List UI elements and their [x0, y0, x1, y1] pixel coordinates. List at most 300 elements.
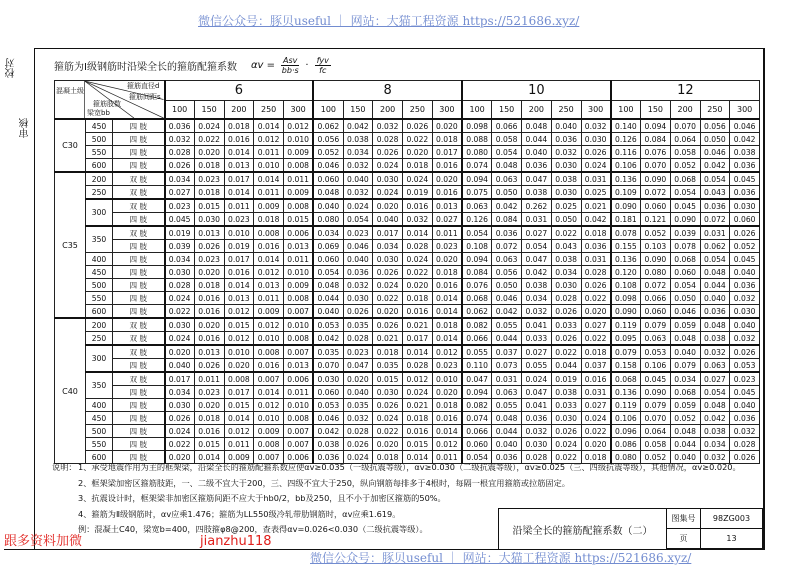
- ratio-cell: 0.062: [700, 240, 730, 253]
- ratio-cell: 0.014: [224, 412, 254, 425]
- ratio-cell: 0.027: [522, 345, 552, 359]
- ratio-cell: 0.013: [284, 359, 314, 373]
- ratio-cell: 0.044: [313, 292, 343, 305]
- ratio-cell: 0.023: [343, 345, 373, 359]
- ratio-cell: 0.013: [194, 345, 224, 359]
- ratio-cell: 0.045: [641, 372, 671, 386]
- ratio-cell: 0.055: [492, 318, 522, 332]
- ratio-cell: 0.022: [581, 292, 611, 305]
- ratio-cell: 0.038: [551, 386, 581, 399]
- ratio-cell: 0.022: [551, 345, 581, 359]
- ratio-cell: 0.040: [313, 199, 343, 213]
- ratio-cell: 0.032: [343, 412, 373, 425]
- ratio-cell: 0.026: [373, 266, 403, 279]
- ratio-cell: 0.020: [194, 266, 224, 279]
- ratio-cell: 0.027: [522, 226, 552, 240]
- ratio-cell: 0.068: [670, 172, 700, 186]
- ratio-cell: 0.088: [462, 133, 492, 146]
- ratio-cell: 0.030: [373, 172, 403, 186]
- ratio-cell: 0.008: [254, 226, 284, 240]
- ratio-cell: 0.090: [611, 199, 641, 213]
- ratio-cell: 0.026: [581, 146, 611, 159]
- ratio-cell: 0.010: [284, 133, 314, 146]
- ratio-cell: 0.018: [432, 133, 462, 146]
- ratio-cell: 0.052: [670, 159, 700, 173]
- ratio-cell: 0.038: [700, 332, 730, 346]
- ratio-cell: 0.027: [581, 318, 611, 332]
- ratio-cell: 0.023: [432, 359, 462, 373]
- title-text: 箍筋为Ⅰ级钢筋时沿梁全长的箍筋配箍系数: [54, 62, 237, 73]
- ratio-cell: 0.090: [641, 172, 671, 186]
- ratio-cell: 0.046: [313, 412, 343, 425]
- ratio-cell: 0.026: [403, 119, 433, 133]
- ratio-cell: 0.040: [492, 438, 522, 451]
- ratio-cell: 0.064: [670, 133, 700, 146]
- ratio-cell: 0.046: [670, 305, 700, 319]
- ratio-cell: 0.031: [492, 372, 522, 386]
- title-block: [498, 508, 763, 549]
- spacing-header: 250: [700, 101, 730, 120]
- ratio-cell: 0.080: [313, 213, 343, 227]
- ratio-cell: 0.030: [373, 386, 403, 399]
- ratio-cell: 0.047: [522, 172, 552, 186]
- table-row: [55, 399, 760, 412]
- ratio-cell: 0.040: [670, 345, 700, 359]
- ratio-cell: 0.042: [492, 199, 522, 213]
- ratio-cell: 0.038: [313, 438, 343, 451]
- ratio-cell: 0.023: [194, 253, 224, 266]
- beam-width: 400: [86, 399, 113, 412]
- ratio-cell: 0.028: [165, 146, 195, 159]
- ratio-cell: 0.028: [343, 332, 373, 346]
- stirrup-legs: 双 肢: [113, 345, 165, 359]
- ratio-cell: 0.011: [432, 451, 462, 464]
- ratio-cell: 0.022: [194, 133, 224, 146]
- ratio-cell: 0.011: [432, 226, 462, 240]
- ratio-cell: 0.016: [194, 292, 224, 305]
- ratio-cell: 0.158: [611, 359, 641, 373]
- ratio-cell: 0.136: [611, 386, 641, 399]
- ratio-cell: 0.084: [641, 133, 671, 146]
- ratio-cell: 0.016: [224, 266, 254, 279]
- ratio-cell: 0.040: [730, 266, 760, 279]
- ratio-cell: 0.032: [700, 451, 730, 464]
- ratio-cell: 0.040: [730, 399, 760, 412]
- spacing-header: 150: [343, 101, 373, 120]
- ratio-cell: 0.012: [403, 372, 433, 386]
- ratio-cell: 0.031: [700, 226, 730, 240]
- ratio-cell: 0.050: [700, 133, 730, 146]
- ratio-cell: 0.012: [254, 318, 284, 332]
- beam-width: 300: [86, 199, 113, 226]
- beam-width: 450: [86, 412, 113, 425]
- spacing-header: 300: [730, 101, 760, 120]
- ratio-cell: 0.262: [522, 199, 552, 213]
- ratio-cell: 0.020: [165, 345, 195, 359]
- ratio-cell: 0.013: [194, 226, 224, 240]
- stirrup-legs: 四 肢: [113, 213, 165, 227]
- ratio-cell: 0.032: [165, 133, 195, 146]
- table-row: [55, 372, 760, 386]
- ratio-cell: 0.026: [373, 399, 403, 412]
- ratio-cell: 0.094: [641, 119, 671, 133]
- spacing-header: 300: [581, 101, 611, 120]
- drawing-name: 沿梁全长的箍筋配箍系数（二）: [499, 509, 667, 549]
- ratio-cell: 0.072: [641, 186, 671, 200]
- ratio-cell: 0.036: [343, 266, 373, 279]
- ratio-cell: 0.015: [224, 399, 254, 412]
- ratio-cell: 0.136: [611, 253, 641, 266]
- stirrup-legs: 四 肢: [113, 451, 165, 464]
- ratio-cell: 0.010: [254, 332, 284, 346]
- beam-width: 500: [86, 425, 113, 438]
- ratio-cell: 0.008: [254, 345, 284, 359]
- ratio-cell: 0.020: [373, 438, 403, 451]
- ratio-cell: 0.016: [581, 372, 611, 386]
- ratio-cell: 0.103: [641, 240, 671, 253]
- ratio-cell: 0.042: [492, 305, 522, 319]
- ratio-cell: 0.068: [462, 292, 492, 305]
- ratio-cell: 0.106: [611, 159, 641, 173]
- ratio-cell: 0.106: [611, 412, 641, 425]
- ratio-cell: 0.016: [194, 425, 224, 438]
- ratio-cell: 0.041: [522, 318, 552, 332]
- ratio-cell: 0.019: [165, 226, 195, 240]
- table-row: [55, 226, 760, 240]
- ratio-cell: 0.028: [165, 279, 195, 292]
- ratio-cell: 0.055: [462, 345, 492, 359]
- diameter-header-6: 6: [165, 81, 314, 101]
- ratio-cell: 0.048: [313, 186, 343, 200]
- ratio-cell: 0.026: [194, 240, 224, 253]
- ratio-cell: 0.060: [670, 266, 700, 279]
- ratio-cell: 0.018: [194, 186, 224, 200]
- ratio-cell: 0.060: [641, 199, 671, 213]
- beam-width: 300: [86, 345, 113, 372]
- ratio-cell: 0.018: [254, 213, 284, 227]
- ratio-cell: 0.024: [581, 159, 611, 173]
- page-number: 13: [701, 529, 763, 549]
- ratio-cell: 0.033: [522, 332, 552, 346]
- ratio-cell: 0.038: [700, 425, 730, 438]
- ratio-cell: 0.016: [432, 186, 462, 200]
- ratio-cell: 0.040: [343, 172, 373, 186]
- beam-width: 350: [86, 226, 113, 253]
- ratio-cell: 0.032: [403, 213, 433, 227]
- ratio-cell: 0.010: [224, 226, 254, 240]
- header-row-diameter: [55, 81, 760, 101]
- ratio-cell: 0.046: [313, 159, 343, 173]
- ratio-cell: 0.020: [194, 399, 224, 412]
- beam-width: 200: [86, 172, 113, 186]
- ratio-cell: 0.024: [165, 332, 195, 346]
- ratio-cell: 0.046: [492, 292, 522, 305]
- signature-label: 校对: [6, 58, 17, 78]
- ratio-cell: 0.120: [611, 266, 641, 279]
- ratio-cell: 0.059: [670, 318, 700, 332]
- ratio-cell: 0.072: [641, 279, 671, 292]
- ratio-cell: 0.017: [403, 332, 433, 346]
- ratio-cell: 0.106: [641, 359, 671, 373]
- ratio-cell: 0.036: [492, 226, 522, 240]
- ratio-cell: 0.094: [462, 386, 492, 399]
- ratio-cell: 0.110: [462, 359, 492, 373]
- ratio-cell: 0.086: [611, 438, 641, 451]
- ratio-cell: 0.009: [224, 451, 254, 464]
- signature-label: 审核: [20, 118, 31, 138]
- ratio-cell: 0.022: [165, 438, 195, 451]
- stirrup-legs: 双 肢: [113, 199, 165, 213]
- ratio-cell: 0.044: [492, 425, 522, 438]
- ratio-cell: 0.068: [670, 253, 700, 266]
- ratio-cell: 0.056: [700, 119, 730, 133]
- ratio-cell: 0.021: [373, 332, 403, 346]
- ratio-cell: 0.009: [284, 146, 314, 159]
- ratio-cell: 0.046: [730, 119, 760, 133]
- ratio-cell: 0.022: [403, 266, 433, 279]
- diameter-header-10: 10: [462, 81, 611, 101]
- ratio-cell: 0.034: [313, 226, 343, 240]
- ratio-cell: 0.025: [581, 186, 611, 200]
- table-title: [54, 56, 331, 75]
- ratio-cell: 0.095: [611, 332, 641, 346]
- ratio-cell: 0.035: [373, 359, 403, 373]
- ratio-cell: 0.044: [670, 438, 700, 451]
- ratio-cell: 0.033: [551, 318, 581, 332]
- ratio-cell: 0.013: [224, 159, 254, 173]
- ratio-cell: 0.069: [313, 240, 343, 253]
- formula-fraction: [281, 56, 299, 75]
- ratio-cell: 0.019: [551, 372, 581, 386]
- spacing-header: 箍筋间距s: [129, 93, 161, 101]
- ratio-cell: 0.020: [343, 372, 373, 386]
- table-row: [55, 279, 760, 292]
- ratio-cell: 0.018: [432, 266, 462, 279]
- table-row: [55, 119, 760, 133]
- ratio-cell: 0.014: [194, 451, 224, 464]
- ratio-cell: 0.034: [165, 172, 195, 186]
- ratio-cell: 0.030: [343, 292, 373, 305]
- ratio-cell: 0.014: [224, 146, 254, 159]
- ratio-cell: 0.047: [343, 359, 373, 373]
- ratio-cell: 0.045: [730, 172, 760, 186]
- beam-width: 600: [86, 451, 113, 464]
- table-row: [55, 159, 760, 173]
- ratio-cell: 0.011: [254, 186, 284, 200]
- ratio-cell: 0.024: [373, 159, 403, 173]
- ratio-cell: 0.053: [641, 345, 671, 359]
- ratio-cell: 0.012: [254, 133, 284, 146]
- ratio-cell: 0.008: [284, 199, 314, 213]
- ratio-cell: 0.031: [581, 172, 611, 186]
- ratio-cell: 0.016: [254, 359, 284, 373]
- ratio-cell: 0.026: [194, 359, 224, 373]
- stirrup-legs: 双 肢: [113, 372, 165, 386]
- stirrup-legs: 四 肢: [113, 133, 165, 146]
- ratio-cell: 0.040: [343, 253, 373, 266]
- ratio-cell: 0.078: [670, 240, 700, 253]
- ratio-cell: 0.032: [343, 159, 373, 173]
- ratio-cell: 0.037: [581, 359, 611, 373]
- ratio-cell: 0.026: [343, 305, 373, 319]
- ratio-cell: 0.028: [730, 438, 760, 451]
- ratio-cell: 0.052: [313, 146, 343, 159]
- ratio-cell: 0.031: [581, 386, 611, 399]
- ratio-cell: 0.054: [343, 213, 373, 227]
- ratio-cell: 0.048: [700, 266, 730, 279]
- ratio-cell: 0.054: [670, 279, 700, 292]
- ratio-cell: 0.026: [373, 318, 403, 332]
- ratio-cell: 0.017: [165, 372, 195, 386]
- ratio-cell: 0.020: [581, 438, 611, 451]
- ratio-cell: 0.018: [432, 399, 462, 412]
- ratio-cell: 0.108: [611, 279, 641, 292]
- ratio-cell: 0.008: [284, 412, 314, 425]
- ratio-cell: 0.014: [254, 172, 284, 186]
- ratio-cell: 0.012: [254, 399, 284, 412]
- ratio-cell: 0.048: [700, 399, 730, 412]
- ratio-cell: 0.043: [700, 186, 730, 200]
- ratio-cell: 0.014: [403, 345, 433, 359]
- ratio-cell: 0.040: [700, 292, 730, 305]
- ratio-cell: 0.136: [611, 172, 641, 186]
- page-label: 页: [667, 529, 701, 549]
- table-row: [55, 332, 760, 346]
- ratio-cell: 0.016: [194, 305, 224, 319]
- ratio-cell: 0.030: [581, 133, 611, 146]
- ratio-cell: 0.054: [462, 451, 492, 464]
- ratio-cell: 0.084: [462, 266, 492, 279]
- ratio-cell: 0.021: [403, 318, 433, 332]
- ratio-cell: 0.034: [670, 372, 700, 386]
- ratio-cell: 0.040: [373, 213, 403, 227]
- ratio-cell: 0.066: [462, 332, 492, 346]
- table-row: [55, 412, 760, 425]
- ratio-cell: 0.014: [224, 186, 254, 200]
- diameter-header-8: 8: [313, 81, 462, 101]
- ratio-cell: 0.026: [373, 146, 403, 159]
- ratio-cell: 0.027: [581, 399, 611, 412]
- ratio-cell: 0.006: [284, 372, 314, 386]
- ratio-cell: 0.042: [313, 332, 343, 346]
- ratio-cell: 0.032: [551, 146, 581, 159]
- ratio-cell: 0.011: [224, 199, 254, 213]
- ratio-cell: 0.052: [670, 412, 700, 425]
- concrete-grade: C35: [55, 172, 86, 318]
- ratio-cell: 0.140: [611, 119, 641, 133]
- ratio-cell: 0.066: [641, 292, 671, 305]
- ratio-cell: 0.023: [432, 240, 462, 253]
- ratio-cell: 0.028: [373, 133, 403, 146]
- ratio-cell: 0.038: [522, 186, 552, 200]
- table-row: [55, 133, 760, 146]
- ratio-cell: 0.026: [730, 451, 760, 464]
- ratio-cell: 0.034: [522, 292, 552, 305]
- ratio-cell: 0.023: [730, 372, 760, 386]
- ratio-cell: 0.045: [670, 199, 700, 213]
- ratio-cell: 0.014: [432, 425, 462, 438]
- table-row: [55, 146, 760, 159]
- ratio-cell: 0.063: [492, 172, 522, 186]
- spacing-header: 100: [462, 101, 492, 120]
- ratio-cell: 0.038: [551, 253, 581, 266]
- ratio-cell: 0.082: [462, 318, 492, 332]
- formula-numerator: fyv: [316, 56, 329, 65]
- title-symbol: αv =: [250, 60, 276, 71]
- stirrup-legs: 四 肢: [113, 119, 165, 133]
- ratio-cell: 0.060: [313, 172, 343, 186]
- spacing-header: 200: [373, 101, 403, 120]
- ratio-cell: 0.041: [522, 399, 552, 412]
- ratio-cell: 0.026: [165, 412, 195, 425]
- stirrup-legs: 四 肢: [113, 159, 165, 173]
- ratio-cell: 0.080: [462, 146, 492, 159]
- ratio-cell: 0.058: [641, 438, 671, 451]
- ratio-cell: 0.064: [641, 425, 671, 438]
- ratio-cell: 0.014: [254, 119, 284, 133]
- ratio-cell: 0.015: [403, 438, 433, 451]
- watermark-bottom: 微信公众号：豚贝useful ｜ 网站：大猫工程资源 https://521686.xyz/: [310, 551, 692, 565]
- ratio-cell: 0.010: [284, 266, 314, 279]
- stirrup-legs: 双 肢: [113, 186, 165, 200]
- ratio-cell: 0.018: [581, 451, 611, 464]
- ratio-cell: 0.008: [284, 332, 314, 346]
- ratio-cell: 0.010: [284, 399, 314, 412]
- ratio-cell: 0.010: [284, 318, 314, 332]
- ratio-cell: 0.026: [343, 438, 373, 451]
- ratio-cell: 0.036: [581, 240, 611, 253]
- ratio-cell: 0.027: [432, 213, 462, 227]
- ratio-cell: 0.023: [165, 199, 195, 213]
- beam-width: 250: [86, 186, 113, 200]
- ratio-cell: 0.027: [165, 186, 195, 200]
- stirrup-legs: 四 肢: [113, 253, 165, 266]
- ratio-cell: 0.079: [641, 318, 671, 332]
- ratio-cell: 0.042: [343, 119, 373, 133]
- ratio-cell: 0.032: [373, 119, 403, 133]
- ratio-cell: 0.056: [492, 266, 522, 279]
- ratio-cell: 0.006: [284, 226, 314, 240]
- ratio-cell: 0.047: [522, 253, 552, 266]
- beam-width: 250: [86, 332, 113, 346]
- ratio-cell: 0.068: [611, 372, 641, 386]
- ratio-cell: 0.068: [670, 386, 700, 399]
- stirrup-legs: 四 肢: [113, 438, 165, 451]
- ratio-cell: 0.121: [641, 213, 671, 227]
- ratio-cell: 0.020: [373, 199, 403, 213]
- table-row: [55, 266, 760, 279]
- ratio-cell: 0.079: [641, 399, 671, 412]
- ratio-cell: 0.016: [254, 240, 284, 253]
- table-row: [55, 292, 760, 305]
- beam-width: 550: [86, 146, 113, 159]
- formula-numerator: Asv: [283, 56, 298, 65]
- ratio-cell: 0.009: [284, 279, 314, 292]
- ratio-cell: 0.050: [670, 292, 700, 305]
- ratio-cell: 0.024: [403, 172, 433, 186]
- ratio-cell: 0.052: [641, 451, 671, 464]
- ratio-cell: 0.036: [522, 412, 552, 425]
- ratio-cell: 0.022: [551, 226, 581, 240]
- ratio-cell: 0.023: [194, 172, 224, 186]
- ratio-cell: 0.036: [313, 451, 343, 464]
- ratio-cell: 0.028: [343, 425, 373, 438]
- ratio-cell: 0.030: [373, 253, 403, 266]
- ratio-cell: 0.008: [254, 438, 284, 451]
- stirrup-legs: 四 肢: [113, 240, 165, 253]
- ratio-cell: 0.026: [551, 332, 581, 346]
- ratio-cell: 0.070: [641, 412, 671, 425]
